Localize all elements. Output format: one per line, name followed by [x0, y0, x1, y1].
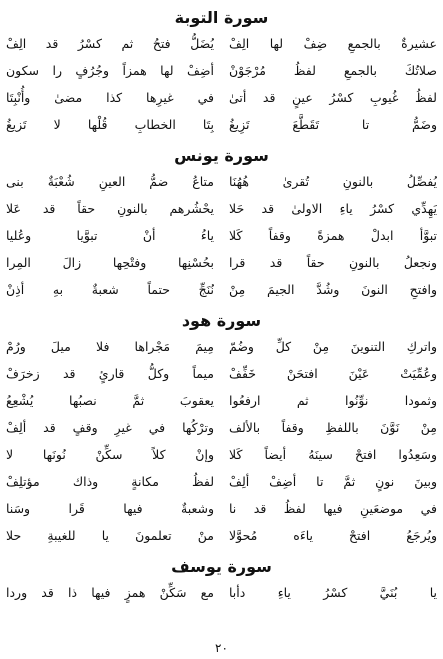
surah-section-yunus — [6, 144, 437, 303]
surah-title: سورة يونس — [174, 146, 269, 165]
verse-right-hemistich: لفظُ غُيوبِ كسْرُ عينٍ قد أتىٰ — [229, 90, 437, 105]
verse-left-hemistich: وشعبةٌ فيها قَرا وسَنا — [6, 501, 214, 516]
verse-right-hemistich: وعُمِّيَتْ عَيْنَ افتحَنْ خَفِّفْ — [229, 366, 437, 381]
surah-title: سورة هود — [181, 311, 262, 330]
verse-right-hemistich: مِنْ نَوَّنَ باللفظِ وقفاً بالألف — [229, 420, 437, 435]
page-number: ٢٠ — [215, 641, 228, 655]
verse-line — [6, 168, 437, 195]
verse-right-hemistich: ونجعلُ بالنونِ حقاً قد قرا — [229, 255, 437, 270]
verse-line — [6, 249, 437, 276]
verse-line — [6, 360, 437, 387]
verse-line — [6, 30, 437, 57]
verse-left-hemistich: بحُسْنِها وفتْحِها زالَ المِرا — [6, 255, 214, 270]
verse-line — [6, 276, 437, 303]
surah-section-hud — [6, 309, 437, 549]
verse-right-hemistich: في موضعَينِ فيها لفظُ قد نا — [229, 501, 437, 516]
verse-line — [6, 84, 437, 111]
verse-left-hemistich: أضِفْ لها همزاً وجُرُفٍ را سكون — [6, 63, 214, 78]
verse-left-hemistich: منْ تعلمونَ يا للغيبةِ حلا — [6, 528, 214, 543]
verse-left-hemistich: بِتَا الخطابِ قُلْها لا تَزيغُ — [6, 117, 214, 132]
verse-line — [6, 222, 437, 249]
verse-line — [6, 579, 437, 606]
verse-line — [6, 522, 437, 549]
verse-left-hemistich: مِيمَ مَجْراها فلا ميلَ ورُمْ — [6, 339, 214, 354]
verse-line — [6, 468, 437, 495]
verse-line — [6, 57, 437, 84]
verse-right-hemistich: وضَمُّ تا تَقَطَّعَ تَزِيغُ — [229, 117, 437, 132]
verse-right-hemistich: وافتحِ النونَ وشُدَّ الجيمَ مِنْ — [229, 282, 437, 297]
surah-section-yusuf — [6, 555, 437, 606]
verse-right-hemistich: يا بُنَيَّ كسْرُ ياءِ دأبا — [229, 585, 437, 600]
surah-title: سورة يوسف — [171, 557, 272, 576]
verse-right-hemistich: واتركِ التنوينَ مِنْ كلِّ وضُمّ — [229, 339, 437, 354]
verse-right-hemistich: وبينَ نونٍ ثمَّ تا أضِفْ ألِفْ — [229, 474, 437, 489]
verse-left-hemistich: لفظُ مكانةٍ وذاك مؤتلِفْ — [6, 474, 214, 489]
verse-left-hemistich: متاعُ ضمُّ العينِ شُعْبَةٌ بنى — [6, 174, 214, 189]
verse-right-hemistich: ويُرجَعُ افتحْ ياءَه مُحوَّلا — [229, 528, 437, 543]
verse-line — [6, 495, 437, 522]
verse-right-hemistich: وسَعِدُوا افتحْ سينَهُ أيضاً كَلا — [229, 447, 437, 462]
verse-right-hemistich: عشيرةٌ بالجمعِ ضِفْ لها الِفْ — [229, 36, 437, 51]
verse-line — [6, 111, 437, 138]
verse-right-hemistich: صلاتُكَ بالجمعِ لفظُ مُرْجَوْنْ — [229, 63, 437, 78]
verse-line — [6, 333, 437, 360]
surah-section-tawba — [6, 6, 437, 138]
verse-left-hemistich: ميماً وكلُّ قارئٍ قد زخرَفْ — [6, 366, 214, 381]
verse-left-hemistich: يعقوبَ ثمَّ نصبُها يُشْعِعُ — [6, 393, 214, 408]
verse-line — [6, 387, 437, 414]
verse-line — [6, 441, 437, 468]
verse-right-hemistich: يُفصِّلُ بالنونِ تُقرىٰ هُهُنَا — [229, 174, 437, 189]
verse-left-hemistich: يُضَلُّ فتحُ ثم كسْرُ قد الِفْ — [6, 36, 214, 51]
verse-right-hemistich: وثمودا نوِّنُوا ثم ارفعُوا — [229, 393, 437, 408]
verse-left-hemistich: ياءُ أنْ تبوَّيا وعُليا — [6, 228, 214, 243]
verse-line — [6, 414, 437, 441]
verse-left-hemistich: يحْشُرهم بالنونِ حقاً قد عَلا — [6, 201, 214, 216]
verse-right-hemistich: تبوَّأ ابدلْ همزةً وقفاً كَلا — [229, 228, 437, 243]
verse-left-hemistich: في غيرِها كذا مضىٰ وأُنْبِتَا — [6, 90, 214, 105]
verse-left-hemistich: مع سَكِّنْ همزٍ فيها ذا قد وردا — [6, 585, 214, 600]
surah-title: سورة التوبة — [174, 8, 269, 27]
verse-line — [6, 195, 437, 222]
verse-left-hemistich: وإنْ كلاً سكِّنْ نُونَها لا — [6, 447, 214, 462]
verse-right-hemistich: يَهِدِّي كسْرُ ياءِ الاولىٰ قد حَلا — [229, 201, 437, 216]
verse-left-hemistich: نُنَجِّ حتماً شعبةٌ بهِ أذِنْ — [6, 282, 214, 297]
verse-left-hemistich: وترْكُها في غيرِ وقفٍ قد ألِفْ — [6, 420, 214, 435]
